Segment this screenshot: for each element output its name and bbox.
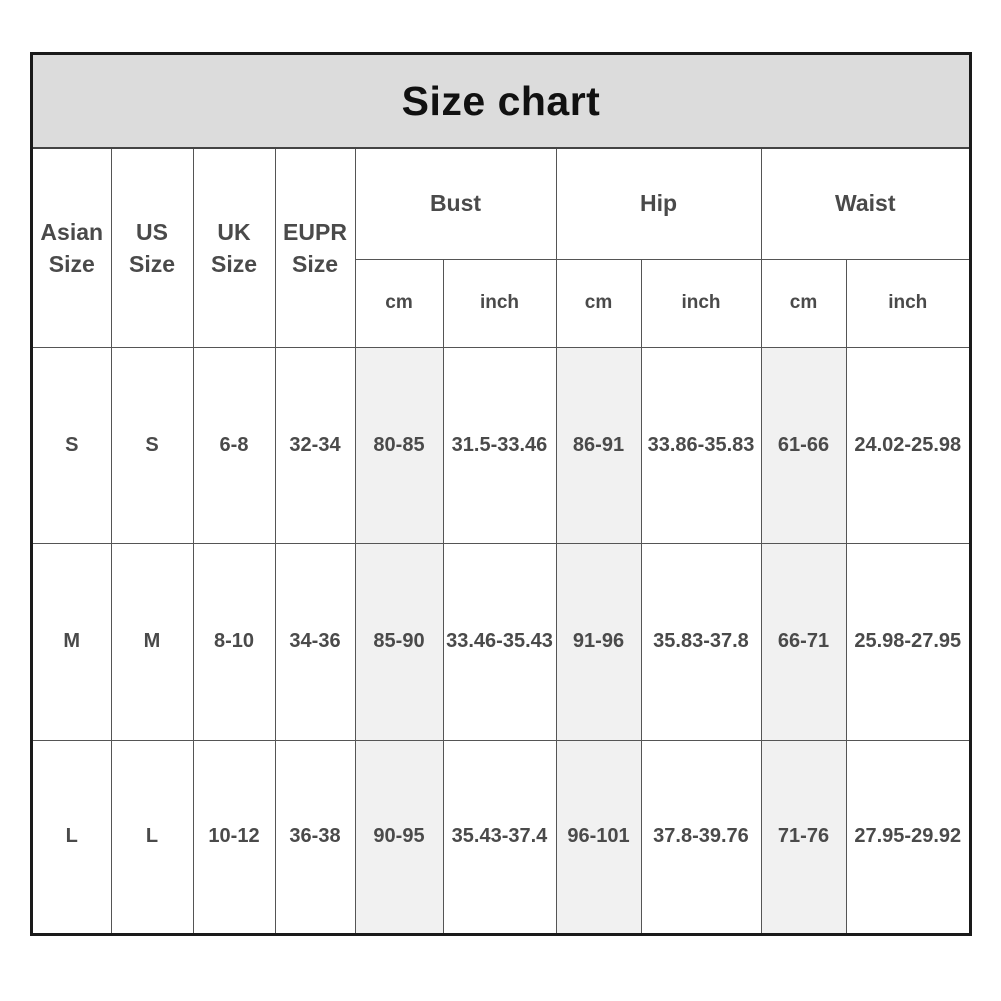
cell-bust-cm: 80-85 <box>355 347 443 543</box>
cell-eupr-size: 34-36 <box>275 543 355 740</box>
header-uk-line2: Size <box>210 250 258 277</box>
header-eupr-line1: EUPR <box>283 218 347 245</box>
cell-waist-inch: 24.02-25.98 <box>846 347 969 543</box>
cell-bust-inch: 35.43-37.4 <box>443 740 556 933</box>
cell-waist-inch: 27.95-29.92 <box>846 740 969 933</box>
cell-bust-inch: 33.46-35.43 <box>443 543 556 740</box>
header-bust-cm: cm <box>355 259 443 347</box>
header-asian-size <box>33 149 111 347</box>
cell-waist-cm: 61-66 <box>761 347 846 543</box>
cell-asian-size: M <box>33 543 111 740</box>
header-hip: Hip <box>556 149 761 259</box>
header-asian-line1: Asian <box>40 218 104 245</box>
cell-asian-size: S <box>33 347 111 543</box>
header-uk-line1: UK <box>217 218 251 245</box>
header-waist-cm: cm <box>761 259 846 347</box>
cell-eupr-size: 32-34 <box>275 347 355 543</box>
header-asian-line2: Size <box>48 250 95 277</box>
cell-hip-cm: 96-101 <box>556 740 641 933</box>
cell-hip-inch: 35.83-37.8 <box>641 543 761 740</box>
table-row <box>33 347 969 543</box>
cell-waist-inch: 25.98-27.95 <box>846 543 969 740</box>
header-eupr-line2: Size <box>291 250 339 277</box>
size-chart <box>30 52 972 936</box>
cell-us-size: M <box>111 543 193 740</box>
cell-us-size: S <box>111 347 193 543</box>
cell-uk-size: 10-12 <box>193 740 275 933</box>
header-row-groups <box>33 149 969 259</box>
size-table <box>33 149 969 933</box>
header-us-line2: Size <box>128 250 176 277</box>
cell-eupr-size: 36-38 <box>275 740 355 933</box>
cell-hip-cm: 91-96 <box>556 543 641 740</box>
cell-uk-size: 8-10 <box>193 543 275 740</box>
cell-waist-cm: 71-76 <box>761 740 846 933</box>
cell-hip-inch: 37.8-39.76 <box>641 740 761 933</box>
header-hip-cm: cm <box>556 259 641 347</box>
table-row <box>33 740 969 933</box>
cell-bust-cm: 85-90 <box>355 543 443 740</box>
chart-title: Size chart <box>401 77 601 124</box>
header-eupr-size <box>275 149 355 347</box>
cell-us-size: L <box>111 740 193 933</box>
cell-uk-size: 6-8 <box>193 347 275 543</box>
header-hip-inch: inch <box>641 259 761 347</box>
cell-hip-cm: 86-91 <box>556 347 641 543</box>
cell-bust-cm: 90-95 <box>355 740 443 933</box>
title-bar <box>33 55 969 149</box>
header-waist-inch: inch <box>846 259 969 347</box>
header-uk-size <box>193 149 275 347</box>
cell-bust-inch: 31.5-33.46 <box>443 347 556 543</box>
header-us-line1: US <box>136 218 168 245</box>
header-bust-inch: inch <box>443 259 556 347</box>
cell-waist-cm: 66-71 <box>761 543 846 740</box>
header-waist: Waist <box>761 149 969 259</box>
header-us-size <box>111 149 193 347</box>
header-bust: Bust <box>355 149 556 259</box>
table-row <box>33 543 969 740</box>
cell-asian-size: L <box>33 740 111 933</box>
cell-hip-inch: 33.86-35.83 <box>641 347 761 543</box>
